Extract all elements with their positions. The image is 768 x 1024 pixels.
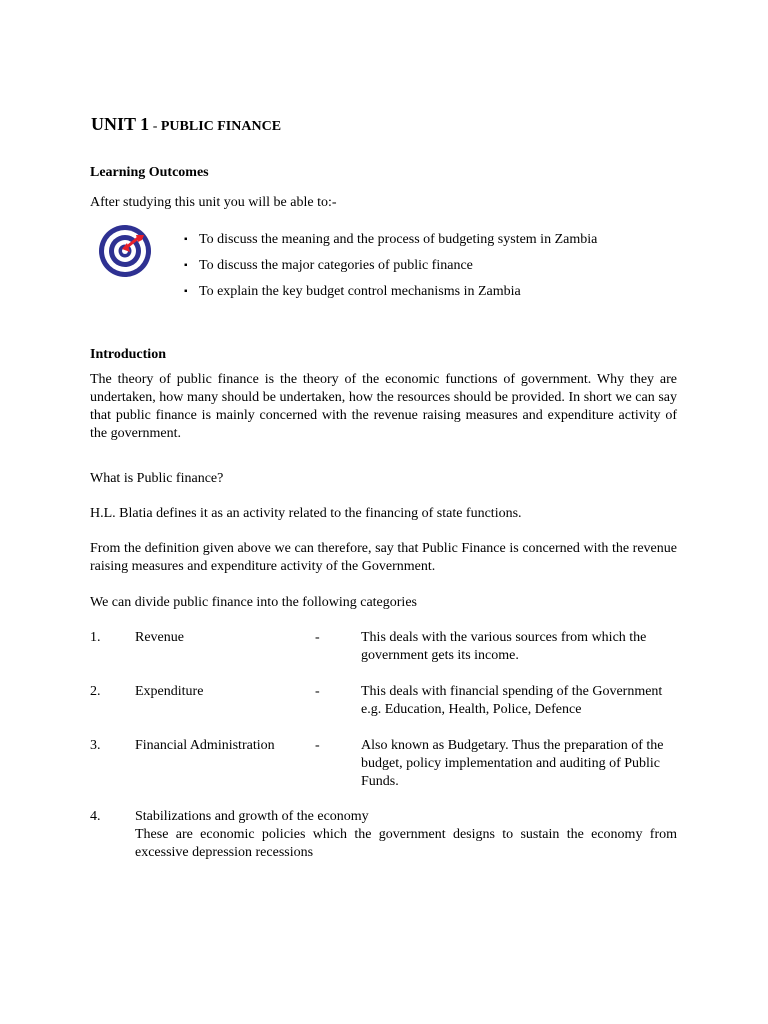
title-dash: - [149,119,161,134]
list-item [184,283,597,309]
outcome-text: To explain the key budget control mechanisms in Zambia [199,284,521,299]
category-description: Also known as Budgetary. Thus the preparation of the budget, policy implementation and auditing of Public Funds. [361,738,664,789]
category-number: 3. [90,738,101,753]
categories-intro: We can divide public finance into the following categories [90,595,417,610]
category-name: Expenditure [135,684,204,699]
category-number: 2. [90,684,101,699]
category-description: This deals with financial spending of the Government e.g. Education, Health, Police, Defence [361,684,663,717]
category-name: Stabilizations and growth of the economy [135,809,369,824]
list-item [184,231,597,257]
category-dash: - [315,738,320,753]
target-icon [98,223,154,279]
category-name: Financial Administration [135,738,275,753]
introduction-paragraph: The theory of public finance is the theory of the economic functions of government. Why they are undertaken, how many should be undertaken, how the resources should be provided. In short we can say that public finance is mainly concerned with the revenue raising measures and expenditure activity of the government. [90,372,677,441]
outcomes-list [184,231,597,309]
category-name: Revenue [135,630,184,645]
category-number: 4. [90,809,101,824]
outcome-text: To discuss the major categories of public finance [199,258,473,273]
outcome-text: To discuss the meaning and the process of budgeting system in Zambia [199,232,598,247]
introduction-heading: Introduction [90,347,166,362]
list-item [184,257,597,283]
unit-title: UNIT 1 [91,114,150,134]
unit-subtitle: PUBLIC FINANCE [160,119,282,134]
category-description: These are economic policies which the government designs to sustain the economy from excessive depression recessions [135,827,677,860]
page-title [91,114,281,135]
definition: H.L. Blatia defines it as an activity related to the financing of state functions. [90,506,522,521]
bullet-icon: ▪ [184,234,188,245]
learning-outcomes-heading: Learning Outcomes [90,165,209,180]
category-description: This deals with the various sources from which the government gets its income. [361,630,647,663]
conclusion-paragraph: From the definition given above we can therefore, say that Public Finance is concerned with the revenue raising measures and expenditure activity of the Government. [90,541,677,574]
bullet-icon: ▪ [184,286,188,297]
question: What is Public finance? [90,471,224,486]
category-dash: - [315,630,320,645]
bullet-icon: ▪ [184,260,188,271]
category-dash: - [315,684,320,699]
category-number: 1. [90,630,101,645]
intro-line: After studying this unit you will be able to:- [90,195,337,210]
